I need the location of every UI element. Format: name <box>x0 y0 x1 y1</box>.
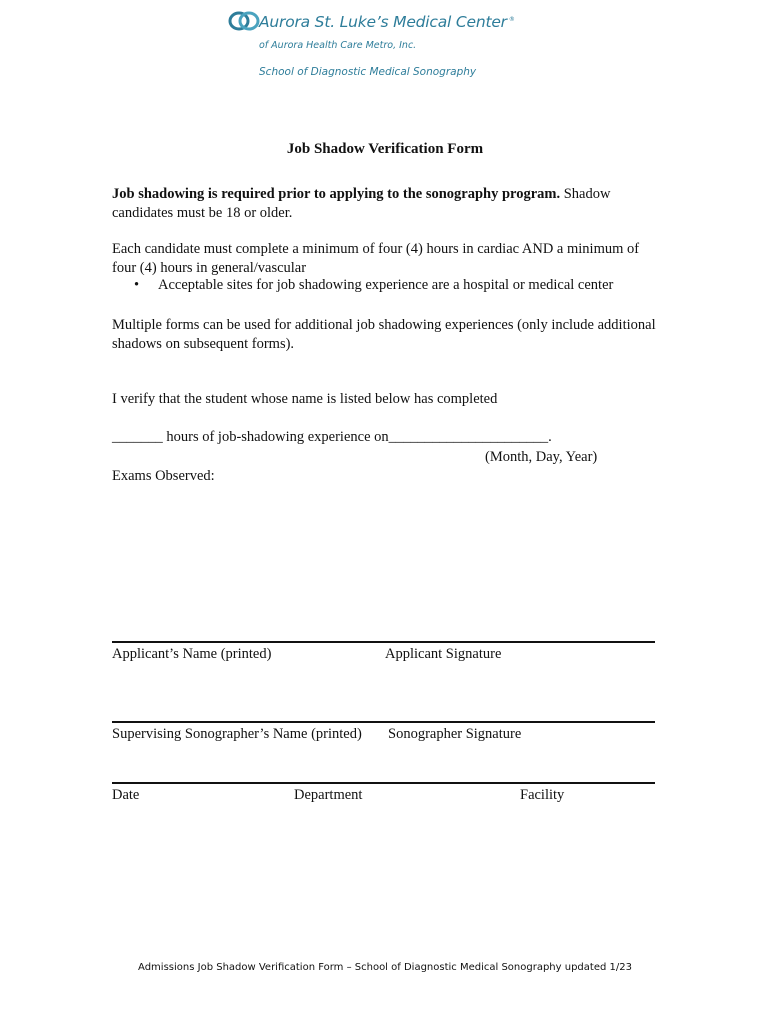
applicant-signature-label: Applicant Signature <box>385 646 502 662</box>
requirement-paragraph: Each candidate must complete a minimum of four (4) hours in cardiac AND a minimum of four (4) hours in general/vascular <box>112 241 640 276</box>
list-item <box>134 277 613 294</box>
date-format-hint: (Month, Day, Year) <box>485 449 598 465</box>
form-title: Job Shadow Verification Form <box>286 141 484 157</box>
school-name: School of Diagnostic Medical Sonography <box>259 66 477 78</box>
bullet-icon: • <box>134 277 140 293</box>
sonographer-signature-line[interactable] <box>112 721 655 723</box>
applicant-name-label: Applicant’s Name (printed) <box>112 646 272 662</box>
verify-statement: I verify that the student whose name is listed below has completed <box>112 391 498 407</box>
org-name: Aurora St. Luke’s Medical Center ® <box>259 13 515 31</box>
date-label: Date <box>112 787 140 803</box>
sonographer-signature-label: Sonographer Signature <box>388 726 522 742</box>
multiple-forms-paragraph: Multiple forms can be used for additional job shadowing experiences (only include additional shadows on subsequent forms). <box>112 317 656 352</box>
hours-date-field[interactable]: _______ hours of job-shadowing experience on______________________. <box>112 429 552 445</box>
bullet-text: Acceptable sites for job shadowing experience are a hospital or medical center <box>158 277 614 293</box>
sonographer-name-label: Supervising Sonographer’s Name (printed) <box>112 726 362 742</box>
intro-bold-text: Job shadowing is required prior to applying to the sonography program. <box>112 186 561 202</box>
date-department-facility-line[interactable] <box>112 782 655 784</box>
page-footer: Admissions Job Shadow Verification Form – School of Diagnostic Medical Sonography updated 1/23 <box>138 962 632 973</box>
intro-paragraph <box>112 185 657 223</box>
org-logo <box>228 8 518 83</box>
facility-label: Facility <box>520 787 565 803</box>
org-subtitle: of Aurora Health Care Metro, Inc. <box>259 40 417 51</box>
department-label: Department <box>294 787 363 803</box>
applicant-signature-line[interactable] <box>112 641 655 643</box>
aurora-logo-icon <box>228 10 260 32</box>
intro-rest-text: Shadow candidates must be 18 or older. <box>112 186 611 221</box>
exams-observed-label: Exams Observed: <box>112 468 215 484</box>
